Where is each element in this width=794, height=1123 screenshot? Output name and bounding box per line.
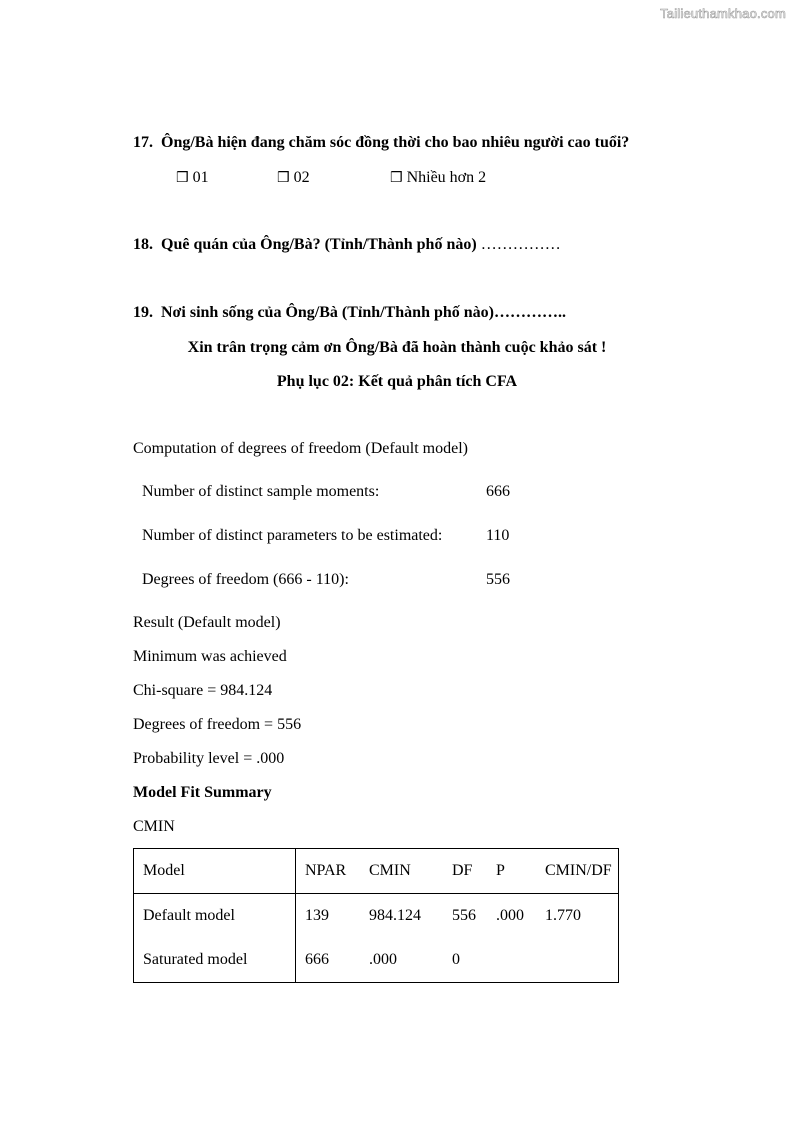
cmin-subheading: CMIN xyxy=(133,818,175,835)
thanks-line: Xin trân trọng cảm ơn Ông/Bà đã hoàn thành cuộc khảo sát ! xyxy=(187,339,607,356)
table-cell xyxy=(487,938,536,983)
table-cell: 984.124 xyxy=(369,907,421,924)
dof-row-value: 666 xyxy=(486,483,510,500)
option-label: 01 xyxy=(192,169,209,186)
watermark: Tailieuthamkhao.com xyxy=(660,6,786,21)
dof-row-label: Degrees of freedom (666 - 110): xyxy=(142,571,349,588)
question-number: 18. xyxy=(133,236,153,253)
result-line: Chi-square = 984.124 xyxy=(133,682,273,699)
table-cell: 666 xyxy=(296,938,361,983)
question-19 xyxy=(133,304,566,322)
question-text: Ông/Bà hiện đang chăm sóc đồng thời cho bao nhiêu người cao tuổi? xyxy=(161,134,630,151)
option-01[interactable] xyxy=(176,169,209,187)
option-more-than-2[interactable] xyxy=(390,169,486,187)
column-header: P xyxy=(487,849,536,894)
table-row xyxy=(134,894,619,939)
dof-row-label: Number of distinct parameters to be estimated: xyxy=(142,527,443,544)
dof-row-value: 556 xyxy=(486,571,510,588)
table-cell: 556 xyxy=(452,907,476,924)
table-cell xyxy=(536,938,619,983)
question-number: 17. xyxy=(133,134,153,151)
table-cell: .000 xyxy=(496,907,524,924)
column-header: CMIN/DF xyxy=(536,849,619,894)
checkbox-icon[interactable]: ❒ xyxy=(277,170,290,186)
column-header: CMIN xyxy=(360,849,443,894)
result-line: Minimum was achieved xyxy=(133,648,287,665)
option-02[interactable] xyxy=(277,169,310,187)
checkbox-icon[interactable]: ❒ xyxy=(176,170,189,186)
result-line: Probability level = .000 xyxy=(133,750,285,767)
option-label: 02 xyxy=(293,169,310,186)
dof-heading: Computation of degrees of freedom (Default model) xyxy=(133,440,468,457)
table-row xyxy=(134,938,619,983)
question-17 xyxy=(133,134,629,152)
option-label: Nhiều hơn 2 xyxy=(406,169,487,186)
question-text: Nơi sinh sống của Ông/Bà (Tỉnh/Thành phố nào)………….. xyxy=(161,304,566,321)
question-number: 19. xyxy=(133,304,153,321)
dof-row-value: 110 xyxy=(486,527,510,544)
answer-blank[interactable]: …………… xyxy=(476,236,561,253)
table-cell: 139 xyxy=(305,907,329,924)
table-header-row xyxy=(134,849,619,894)
question-18 xyxy=(133,236,561,254)
table-cell: 0 xyxy=(443,938,487,983)
model-fit-heading: Model Fit Summary xyxy=(133,784,272,801)
result-line: Degrees of freedom = 556 xyxy=(133,716,302,733)
table-cell: 1.770 xyxy=(536,894,619,939)
dof-row-label: Number of distinct sample moments: xyxy=(142,483,380,500)
result-heading: Result (Default model) xyxy=(133,614,281,631)
question-text: Quê quán của Ông/Bà? (Tỉnh/Thành phố nào) xyxy=(161,236,477,253)
table-cell: Default model xyxy=(134,894,296,939)
table-cell: .000 xyxy=(360,938,443,983)
cmin-table xyxy=(133,848,619,983)
table-cell: Saturated model xyxy=(134,938,296,983)
column-header: NPAR xyxy=(296,849,361,894)
column-header: Model xyxy=(134,849,296,894)
column-header: DF xyxy=(443,849,487,894)
appendix-title: Phụ lục 02: Kết quả phân tích CFA xyxy=(276,373,518,390)
checkbox-icon[interactable]: ❒ xyxy=(390,170,403,186)
